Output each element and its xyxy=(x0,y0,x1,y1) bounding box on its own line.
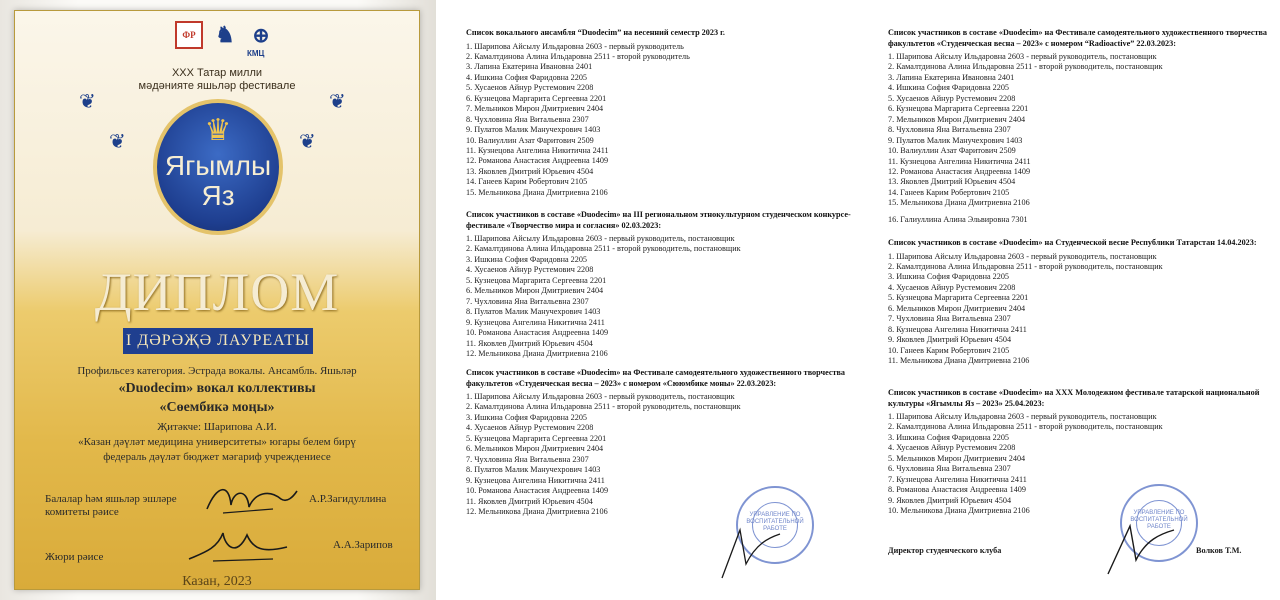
member-list xyxy=(466,42,876,199)
category-line: Профильсез категория. Эстрада вокалы. Ансамбль. Яшьләр xyxy=(77,365,357,377)
member-item: 9. Яковлев Дмитрий Юрьевич 4504 xyxy=(888,335,1012,345)
member-list xyxy=(888,52,1268,209)
signature-1 xyxy=(203,479,299,519)
member-list xyxy=(466,234,876,359)
member-item: 15. Мельникова Диана Дмитриевна 2106 xyxy=(466,187,608,197)
member-item: 10. Ганеев Карим Робертович 2105 xyxy=(888,345,1010,355)
member-item: 7. Чухловина Яна Витальевна 2307 xyxy=(888,314,1011,324)
emblem-text xyxy=(157,151,279,211)
member-item: 13. Яковлев Дмитрий Юрьевич 4504 xyxy=(888,177,1016,187)
member-item: 15. Мельникова Диана Дмитриевна 2106 xyxy=(888,198,1030,208)
leader-line: Җитәкче: Шарипова А.И. xyxy=(157,421,277,433)
member-item: 9. Пулатов Малик Манучехрович 1403 xyxy=(466,125,601,135)
member-item: 11. Яковлев Дмитрий Юрьевич 4504 xyxy=(466,338,593,348)
city-year: Казан, 2023 xyxy=(182,574,252,589)
member-list xyxy=(888,252,1268,367)
member-item: 4. Ишкина София Фаридовна 2205 xyxy=(466,72,588,82)
stamp-text: УПРАВЛЕНИЕ ПО ВОСПИТАТЕЛЬНОЙ РАБОТЕ xyxy=(746,512,804,532)
member-item: 1. Шарипова Айсылу Ильдаровна 2603 - первый руководитель, постановщик xyxy=(466,234,735,243)
member-item: 1. Шарипова Айсылу Ильдаровна 2603 - первый руководитель, постановщик xyxy=(888,251,1157,261)
member-item: 1. Шарипова Айсылу Ильдаровна 2603 - первый руководитель xyxy=(466,41,684,51)
collective-name: «Duodecim» вокал коллективы xyxy=(118,381,316,396)
diploma-frame xyxy=(0,0,436,600)
crown-icon: ♛ xyxy=(204,114,232,147)
section-spring-semester xyxy=(466,28,876,198)
kmc-logo-icon xyxy=(247,21,275,49)
member-item: 8. Чухловина Яна Витальевна 2307 xyxy=(888,125,1011,135)
member-item: 11. Кузнецова Ангелина Никитична 2411 xyxy=(888,156,1031,166)
member-item: 13. Яковлев Дмитрий Юрьевич 4504 xyxy=(466,166,594,176)
member-item: 8. Чухловина Яна Витальевна 2307 xyxy=(466,114,589,124)
member-item: 8. Романова Анастасия Андреевна 1409 xyxy=(888,485,1026,495)
stamp-text: УПРАВЛЕНИЕ ПО ВОСПИТАТЕЛЬНОЙ РАБОТЕ xyxy=(1130,510,1188,530)
extra-member: 16. Галиуллина Алина Эльвировна 7301 xyxy=(888,214,1028,224)
member-item: 6. Мельников Мирон Дмитриевич 2404 xyxy=(466,444,604,454)
member-item: 10. Валиуллин Азат Фаритович 2509 xyxy=(888,146,1016,156)
member-item: 12. Мельникова Диана Дмитриевна 2106 xyxy=(466,506,608,516)
signer-1-title: Балалар һәм яшьләр эшләре комитеты рәисе xyxy=(45,493,177,518)
member-item: 3. Ишкина София Фаридовна 2205 xyxy=(466,254,588,264)
section-title: Список вокального ансамбля “Duodecim” на весенний семестр 2023 г. xyxy=(466,28,725,37)
member-item: 6. Мельников Мирон Дмитриевич 2404 xyxy=(888,303,1026,313)
ornament-icon: ❦ xyxy=(109,131,126,153)
member-item: 12. Мельникова Диана Дмитриевна 2106 xyxy=(466,348,608,358)
director-signature xyxy=(1100,520,1180,580)
member-item: 9. Кузнецова Ангелина Никитична 2411 xyxy=(466,475,605,485)
ministry-logo-icon xyxy=(175,21,203,49)
member-item: 6. Мельников Мирон Дмитриевич 2404 xyxy=(466,286,604,296)
member-item: 2. Камалтдинова Алина Ильдаровна 2511 - второй руководитель, постановщик xyxy=(888,422,1163,432)
kazan-emblem-icon xyxy=(211,21,239,49)
member-item: 3. Ишкина София Фаридовна 2205 xyxy=(888,432,1010,442)
member-item: 2. Камалтдинова Алина Ильдаровна 2511 - второй руководитель xyxy=(466,51,690,61)
director-label: Директор студенческого клуба xyxy=(888,546,1002,555)
left-signature xyxy=(716,522,786,582)
member-item: 3. Лапина Екатерина Ивановна 2401 xyxy=(466,62,593,72)
member-item: 5. Кузнецова Маргарита Сергеевна 2201 xyxy=(466,433,607,443)
member-item: 5. Хусаенов Айнур Рустемович 2208 xyxy=(466,83,594,93)
kmc-label: КМЦ xyxy=(247,49,265,58)
signer-2-title: Жюри рәисе xyxy=(45,551,104,563)
emblem-line-1: Ягымлы xyxy=(164,150,272,181)
member-item: 12. Романова Анастасия Андреевна 1409 xyxy=(888,166,1031,176)
member-item: 7. Кузнецова Ангелина Никитична 2411 xyxy=(888,474,1027,484)
section-title: Список участников в составе «Duodecim» на Фестивале самодеятельного художественного творчества факультетов «Студенческая весна – 2023» с номером “Radioactive” 22.03.2023: xyxy=(888,28,1268,48)
member-item: 2. Камалтдинова Алина Ильдаровна 2511 - второй руководитель, постановщик xyxy=(466,402,741,412)
member-item: 10. Романова Анастасия Андреевна 1409 xyxy=(466,328,609,338)
member-item: 3. Ишкина София Фаридовна 2205 xyxy=(888,272,1010,282)
member-item: 14. Ганеев Карим Робертович 2105 xyxy=(888,187,1010,197)
member-item: 6. Кузнецова Маргарита Сергеевна 2201 xyxy=(466,93,607,103)
member-list xyxy=(466,392,876,517)
member-list xyxy=(888,412,1268,517)
member-item: 6. Кузнецова Маргарита Сергеевна 2201 xyxy=(888,104,1029,114)
section-title: Список участников в составе «Duodecim» на Фестивале самодеятельного художественного творчества факультетов «Студенческая весна – 2023» с номером «Сююмбике моны» 22.03.2023: xyxy=(466,368,846,388)
member-item: 4. Хусаенов Айнур Рустемович 2208 xyxy=(888,443,1016,453)
section-title: Список участников в составе «Duodecim» на Студенческой весне Республики Татарстан 14.04.2023: xyxy=(888,238,1257,247)
member-item: 8. Пулатов Малик Манучехрович 1403 xyxy=(466,307,601,317)
member-item: 4. Хусаенов Айнур Рустемович 2208 xyxy=(466,423,594,433)
member-item: 8. Кузнецова Ангелина Никитична 2411 xyxy=(888,324,1027,334)
member-item: 1. Шарипова Айсылу Ильдаровна 2603 - первый руководитель, постановщик xyxy=(466,392,735,401)
logo-2-glyph: ♞ xyxy=(215,22,235,47)
member-item: 6. Чухловина Яна Витальевна 2307 xyxy=(888,464,1011,474)
festival-title xyxy=(15,67,419,93)
member-item: 2. Камалтдинова Алина Ильдаровна 2511 - второй руководитель, постановщик xyxy=(888,261,1163,271)
logo-3-glyph: ⊕ xyxy=(252,24,270,47)
member-item: 5. Хусаенов Айнур Рустемович 2208 xyxy=(888,93,1016,103)
ornament-icon: ❦ xyxy=(329,91,346,113)
member-item: 1. Шарипова Айсылу Ильдаровна 2603 - первый руководитель, постановщик xyxy=(888,412,1157,421)
member-item: 14. Ганеев Карим Робертович 2105 xyxy=(466,177,588,187)
member-item: 2. Камалтдинова Алина Ильдаровна 2511 - второй руководитель, постановщик xyxy=(888,62,1163,72)
member-item: 5. Кузнецова Маргарита Сергеевна 2201 xyxy=(888,293,1029,303)
member-item: 9. Кузнецова Ангелина Никитична 2411 xyxy=(466,317,605,327)
member-item: 1. Шарипова Айсылу Ильдаровна 2603 - первый руководитель, постановщик xyxy=(888,52,1157,61)
signer-2-name: А.А.Зарипов xyxy=(333,539,393,551)
song-title: «Сөембикә моңы» xyxy=(159,400,275,415)
member-item: 9. Яковлев Дмитрий Юрьевич 4504 xyxy=(888,495,1012,505)
section-title: Список участников в составе «Duodecim» на III региональном этнокультурном студенческом конкурсе-фестивале «Творчество мира и согласия» 02.03.2023: xyxy=(466,210,851,230)
member-item: 4. Ишкина София Фаридовна 2205 xyxy=(888,83,1010,93)
university-line-2: федераль дәүләт бюджет мәгариф учреждениесе xyxy=(103,451,331,463)
member-item: 11. Мельникова Диана Дмитриевна 2106 xyxy=(888,356,1030,366)
university-line-1: «Казан дәүләт медицина университеты» югары белем бирү xyxy=(78,436,356,448)
member-item: 11. Яковлев Дмитрий Юрьевич 4504 xyxy=(466,496,593,506)
logo-1-text: ФР xyxy=(182,30,196,40)
member-item: 3. Лапина Екатерина Ивановна 2401 xyxy=(888,72,1015,82)
member-item: 9. Пулатов Малик Манучехрович 1403 xyxy=(888,135,1023,145)
member-item: 3. Ишкина София Фаридовна 2205 xyxy=(466,412,588,422)
section-peace-festival xyxy=(466,210,876,359)
member-item: 8. Пулатов Малик Манучехрович 1403 xyxy=(466,465,601,475)
member-item: 12. Романова Анастасия Андреевна 1409 xyxy=(466,156,609,166)
signer-1-name: А.Р.Загидуллина xyxy=(309,493,387,505)
member-item: 7. Мельников Мирон Дмитриевич 2404 xyxy=(466,104,604,114)
member-item: 5. Мельников Мирон Дмитриевич 2404 xyxy=(888,453,1026,463)
member-item: 7. Мельников Мирон Дмитриевич 2404 xyxy=(888,114,1026,124)
ornament-icon: ❦ xyxy=(299,131,316,153)
member-item: 10. Валиуллин Азат Фаритович 2509 xyxy=(466,135,594,145)
section-student-spring-radioactive xyxy=(888,28,1268,225)
diploma-heading: ДИПЛОМ xyxy=(94,262,340,322)
festival-line-1: XXX Татар милли xyxy=(171,67,263,79)
member-item: 11. Кузнецова Ангелина Никитична 2411 xyxy=(466,146,609,156)
member-item: 7. Чухловина Яна Витальевна 2307 xyxy=(466,454,589,464)
director-name: Волков Т.М. xyxy=(1196,546,1242,555)
section-student-spring-soembike xyxy=(466,368,876,517)
member-item: 4. Хусаенов Айнур Рустемович 2208 xyxy=(888,282,1016,292)
emblem-line-2: Яз xyxy=(201,180,235,211)
member-item: 4. Хусаенов Айнур Рустемович 2208 xyxy=(466,265,594,275)
diploma xyxy=(14,10,420,590)
member-item: 7. Чухловина Яна Витальевна 2307 xyxy=(466,296,589,306)
member-item: 5. Кузнецова Маргарита Сергеевна 2201 xyxy=(466,275,607,285)
ornament-icon: ❦ xyxy=(79,91,96,113)
member-item: 10. Мельникова Диана Дмитриевна 2106 xyxy=(888,506,1030,516)
section-student-spring-rt xyxy=(888,238,1268,366)
degree-banner: I ДӘРӘҖӘ ЛАУРЕАТЫ xyxy=(123,328,313,354)
member-item: 10. Романова Анастасия Андреевна 1409 xyxy=(466,486,609,496)
signature-2 xyxy=(183,523,293,567)
member-item: 2. Камалтдинова Алина Ильдаровна 2511 - второй руководитель, постановщик xyxy=(466,244,741,254)
festival-emblem xyxy=(153,99,283,235)
section-yagymly-yaz xyxy=(888,388,1268,517)
section-title: Список участников в составе «Duodecim» на XXX Молодежном фестивале татарской национальной культуры «Ягымлы Яз – 2023» 25.04.2023: xyxy=(888,388,1260,408)
festival-line-2: мәдәнияте яшьләр фестивале xyxy=(138,80,296,92)
